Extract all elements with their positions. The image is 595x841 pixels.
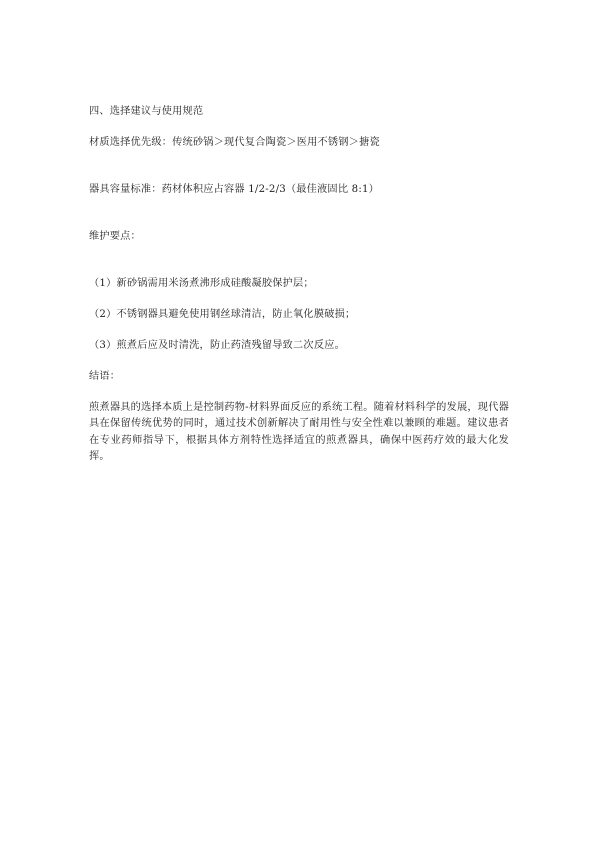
material-priority-text: 材质选择优先级：传统砂锅＞现代复合陶瓷＞医用不锈钢＞搪瓷 [89,137,380,148]
maintenance-item-3: （3）煎煮后应及时清洗，防止药渣残留导致二次反应。 [89,340,345,351]
maintenance-heading: 维护要点： [89,231,141,242]
section-heading: 四、选择建议与使用规范 [89,106,204,117]
conclusion-heading: 结语： [89,371,121,382]
maintenance-item-1: （1）新砂锅需用米汤煮沸形成硅酸凝胶保护层； [89,278,314,289]
capacity-standard-text: 器具容量标准：药材体积应占容器 1/2-2/3（最佳液固比 8:1） [89,184,380,195]
conclusion-paragraph: 煎煮器具的选择本质上是控制药物-材料界面反应的系统工程。随着材料科学的发展，现代器具在保留传统优势的同时，通过技术创新解决了耐用性与安全性难以兼顾的难题。建议患者在专业药师指导下，根据具体方剂特性选择适宜的煎煮器具，确保中医药疗效的最大化发挥。 [89,402,509,462]
maintenance-item-2: （2）不锈钢器具避免使用钢丝球清洁，防止氧化膜破损； [89,309,356,320]
